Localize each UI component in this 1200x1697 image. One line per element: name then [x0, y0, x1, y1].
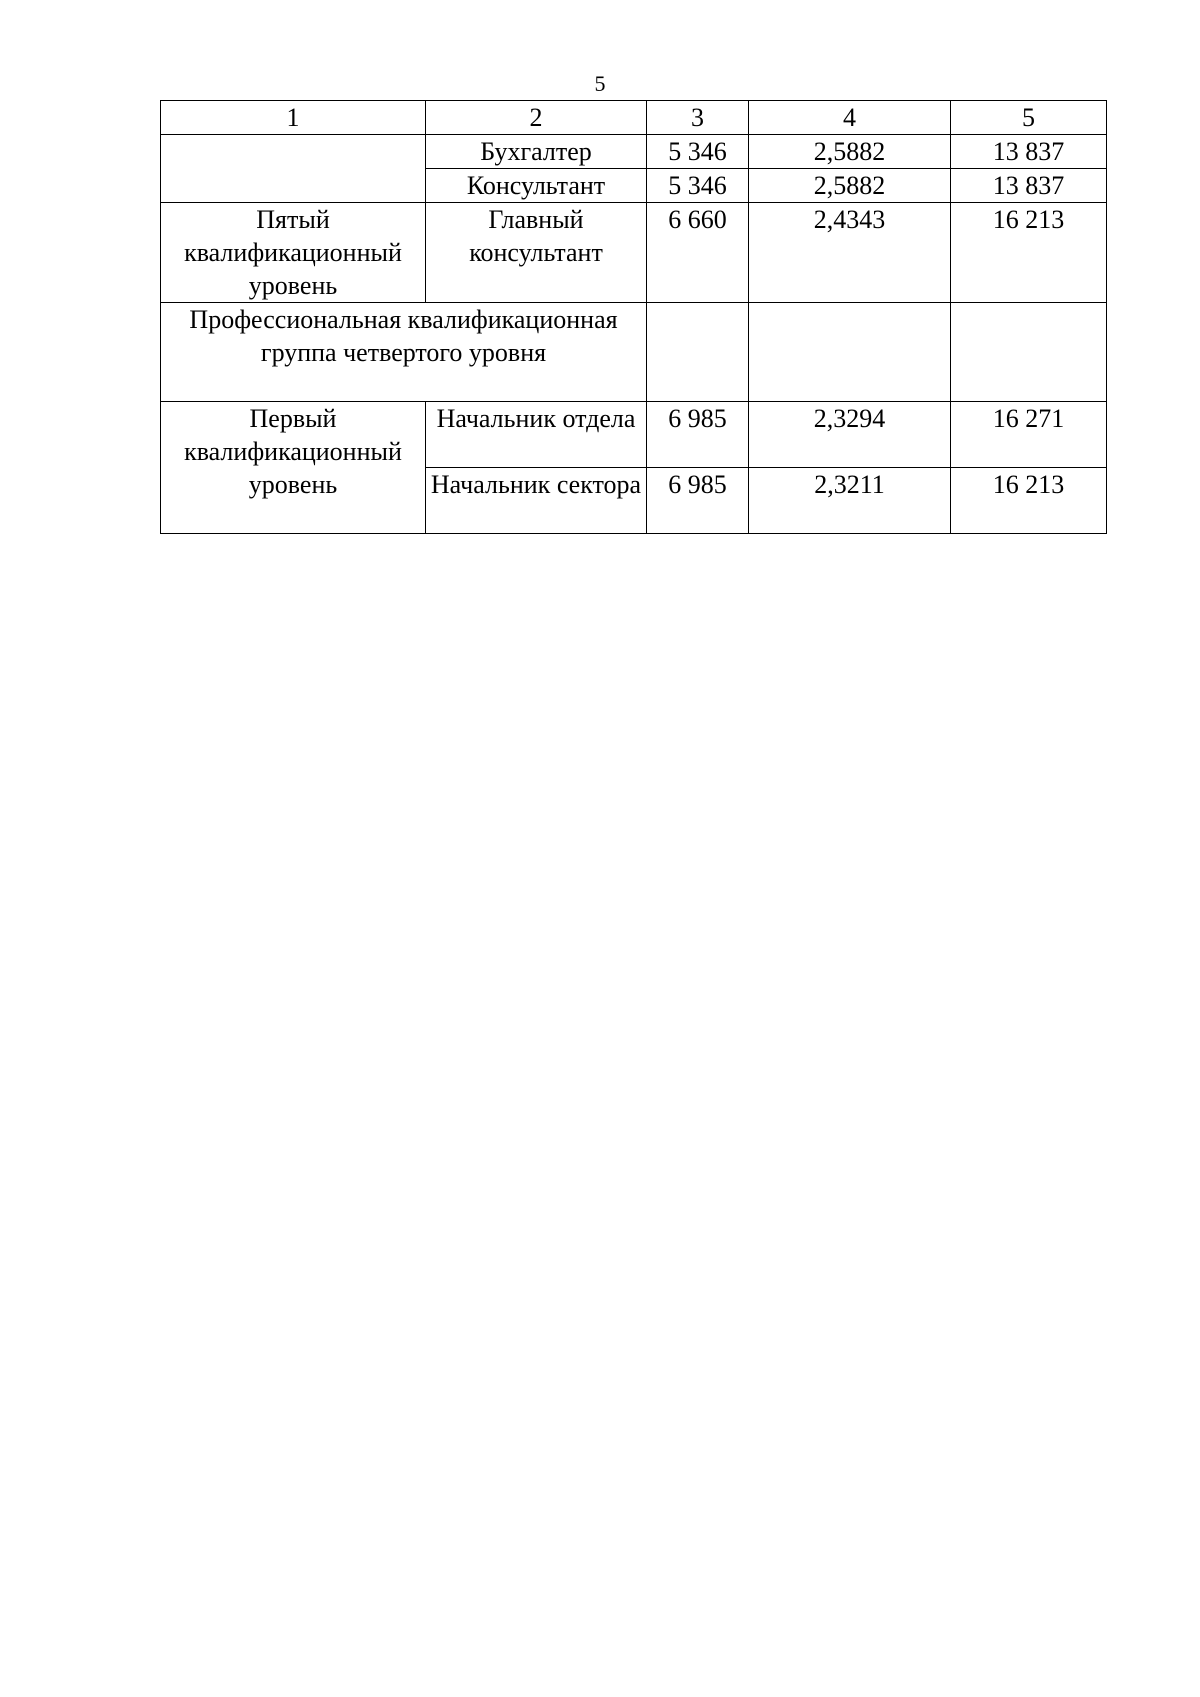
table-row — [161, 135, 1107, 169]
total-cell: 16 213 — [951, 468, 1107, 534]
salary-cell: 6 660 — [647, 203, 749, 303]
total-cell: 16 271 — [951, 402, 1107, 468]
table-row — [161, 402, 1107, 468]
column-header-2: 2 — [426, 101, 647, 135]
column-header-5: 5 — [951, 101, 1107, 135]
total-cell: 13 837 — [951, 169, 1107, 203]
position-cell: Начальник отдела — [426, 402, 647, 468]
group-title-row — [161, 303, 1107, 402]
coefficient-cell: 2,3294 — [749, 402, 951, 468]
table-header-row — [161, 101, 1107, 135]
coefficient-cell: 2,4343 — [749, 203, 951, 303]
position-cell: Начальник сектора — [426, 468, 647, 534]
empty-cell — [951, 303, 1107, 402]
empty-cell — [749, 303, 951, 402]
total-cell: 13 837 — [951, 135, 1107, 169]
salary-cell: 5 346 — [647, 169, 749, 203]
table-row — [161, 203, 1107, 303]
level-cell-empty — [161, 135, 426, 203]
salary-cell: 5 346 — [647, 135, 749, 169]
position-cell: Главный консультант — [426, 203, 647, 303]
level-cell: Первый квалификационный уровень — [161, 402, 426, 534]
coefficient-cell: 2,5882 — [749, 135, 951, 169]
level-cell: Пятый квалификационный уровень — [161, 203, 426, 303]
salary-cell: 6 985 — [647, 402, 749, 468]
position-cell: Консультант — [426, 169, 647, 203]
salary-cell: 6 985 — [647, 468, 749, 534]
page-number: 5 — [594, 71, 606, 96]
coefficient-cell: 2,3211 — [749, 468, 951, 534]
column-header-3: 3 — [647, 101, 749, 135]
group-title-cell: Профессиональная квалификационная группа четвертого уровня — [161, 303, 647, 402]
empty-cell — [647, 303, 749, 402]
salary-table — [160, 100, 1107, 534]
position-cell: Бухгалтер — [426, 135, 647, 169]
total-cell: 16 213 — [951, 203, 1107, 303]
coefficient-cell: 2,5882 — [749, 169, 951, 203]
column-header-1: 1 — [161, 101, 426, 135]
column-header-4: 4 — [749, 101, 951, 135]
